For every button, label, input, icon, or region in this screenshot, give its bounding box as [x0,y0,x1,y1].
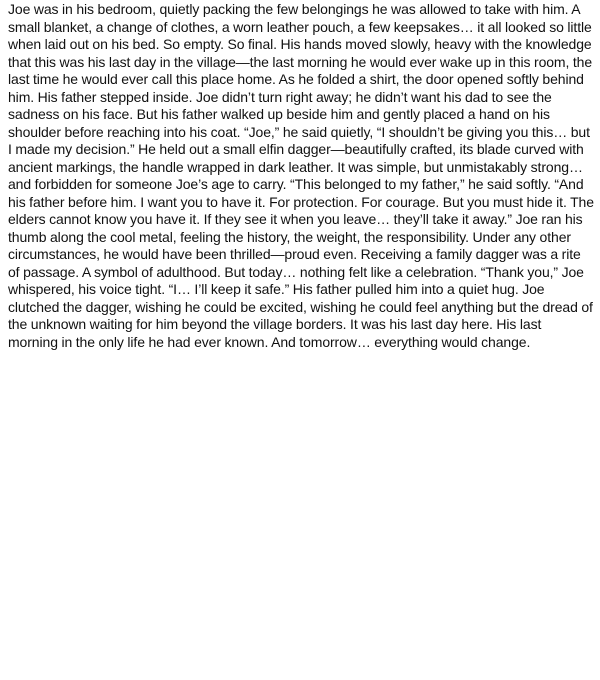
story-paragraph: Joe was in his bedroom, quietly packing the few belongings he was allowed to take with him. A small blanket, a change of clothes, a worn leather pouch, a few keepsakes… it all looked so little when laid out on his bed. So empty. So final. His hands moved slowly, heavy with the knowledge that this was his last day in the village—the last morning he would ever wake up in this room, the last time he would ever call this place home. As he folded a shirt, the door opened softly behind him. His father stepped inside. Joe didn’t turn right away; he didn’t want his dad to see the sadness on his face. But his father walked up beside him and gently placed a hand on his shoulder before reaching into his coat. “Joe,” he said quietly, “I shouldn’t be giving you this… but I made my decision.” He held out a small elfin dagger—beautifully crafted, its blade curved with ancient markings, the handle wrapped in dark leather. It was simple, but unmistakably strong… and forbidden for someone Joe’s age to carry. “This belonged to my father,” he said softly. “And his father before him. I want you to have it. For protection. For courage. But you must hide it. The elders cannot know you have it. If they see it when you leave… they’ll take it away.” Joe ran his thumb along the cool metal, feeling the history, the weight, the responsibility. Under any other circumstances, he would have been thrilled—proud even. Receiving a family dagger was a rite of passage. A symbol of adulthood. But today… nothing felt like a celebration. “Thank you,” Joe whispered, his voice tight. “I… I’ll keep it safe.” His father pulled him into a quiet hug. Joe clutched the dagger, wishing he could be excited, wishing he could feel anything but the dread of the unknown waiting for him beyond the village borders. It was his last day here. His last morning in the only life he had ever known. And tomorrow… everything would change. [8,1,594,350]
document-page [8,1,594,351]
